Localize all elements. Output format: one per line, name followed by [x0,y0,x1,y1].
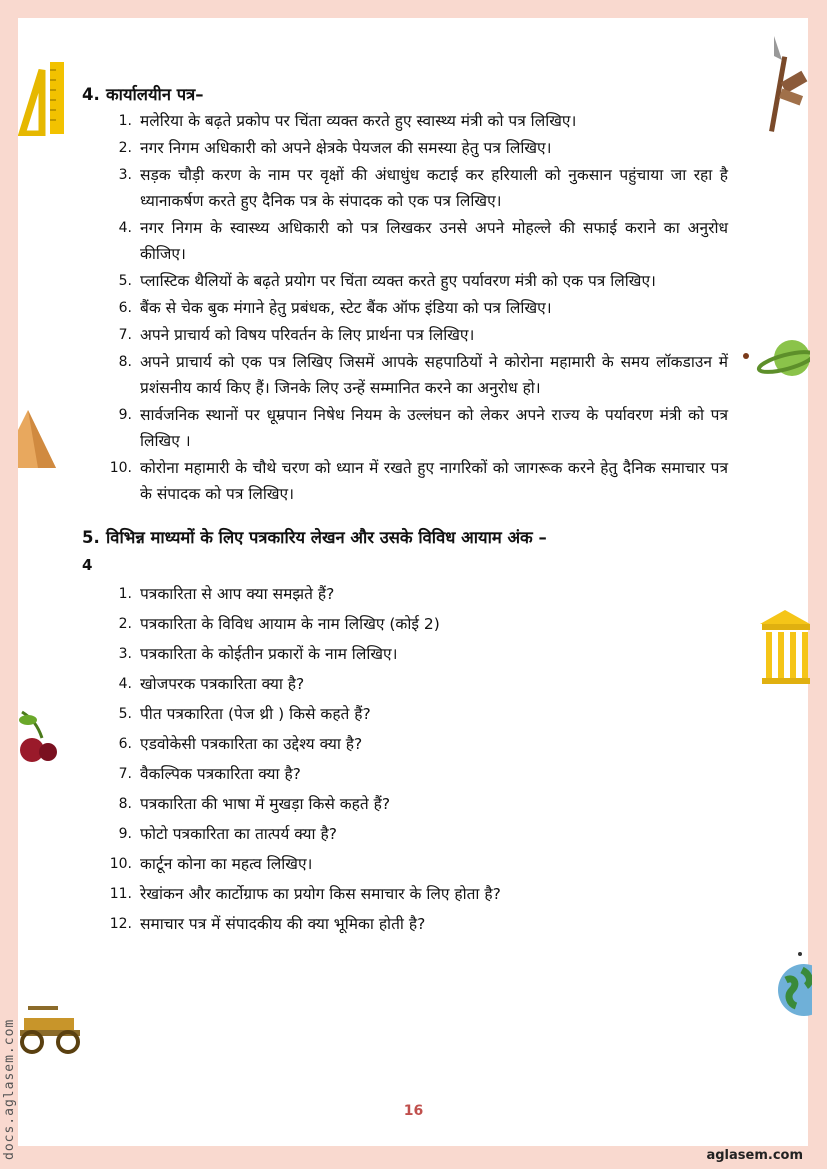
list-item: 9. सार्वजनिक स्थानों पर धूम्रपान निषेध नियम के उल्लंघन को लेकर अपने राज्य के पर्यावरण मंत्री को पत्र लिखिए । [118,406,728,450]
section-office-letters [82,82,728,507]
list-item: 8. पत्रकारिता की भाषा में मुखड़ा किसे कहते हैं? [118,795,391,813]
list-item: 5. प्लास्टिक थैलियों के बढ़ते प्रयोग पर चिंता व्यक्त करते हुए पर्यावरण मंत्री को एक पत्र लिखिए। [118,272,656,290]
planet-saturn-icon [742,334,810,384]
list-item: 9. फोटो पत्रकारिता का तात्पर्य क्या है? [118,825,337,843]
section-journalism-writing [82,525,728,939]
section-heading [82,525,728,551]
main-content [82,82,728,939]
list-item: 3. सड़क चौड़ी करण के नाम पर वृक्षों की अंधाधुंध कटाई कर हरियाली को नुकसान पहुंचाया जा रहा है ध्यानाकर्षण करते हुए दैनिक पत्र के संपादक को एक पत्र लिखिए। [118,166,728,210]
list-item: 12. समाचार पत्र में संपादकीय की क्या भूमिका होती है? [109,915,426,933]
section-title: विभिन्न माध्यमों के लिए पत्रकारिय लेखन और उसके विविध आयाम अंक – [106,528,547,547]
list-item: 2. नगर निगम अधिकारी को अपने क्षेत्रके पेयजल की समस्या हेतु पत्र लिखिए। [118,139,552,157]
list-item: 2. पत्रकारिता के विविध आयाम के नाम लिखिए (कोई 2) [118,615,440,633]
ruler-set-square-icon [18,60,66,136]
list-item: 4. नगर निगम के स्वास्थ्य अधिकारी को पत्र लिखकर उनसे अपने मोहल्ले की सफाई कराने का अनुरोध कीजिए। [118,219,728,263]
column-temple-icon [760,610,810,686]
pyramid-icon [18,410,58,470]
vintage-car-icon [18,1002,84,1056]
list-item: 10. कार्टून कोना का महत्व लिखिए। [109,855,313,873]
list-item: 11. रेखांकन और कार्टोग्राफ का प्रयोग किस समाचार के लिए होता है? [109,885,501,903]
watermark-text: docs.aglasem.com [2,1018,17,1160]
list-item: 10. कोरोना महामारी के चौथे चरण को ध्यान में रखते हुए नागरिकों को जागरूक करने हेतु दैनिक समाचार पत्र के संपादक को पत्र लिखिए। [109,459,728,503]
question-list [82,108,728,507]
stone-age-tools-icon [766,36,810,136]
brand-link[interactable]: aglasem.com [706,1148,803,1163]
cherries-icon [18,708,58,768]
list-item: 6. एडवोकेसी पत्रकारिता का उद्देश्य क्या है? [118,735,363,753]
list-item: 7. अपने प्राचार्य को विषय परिवर्तन के लिए प्रार्थना पत्र लिखिए। [118,326,475,344]
list-item: 1. मलेरिया के बढ़ते प्रकोप पर चिंता व्यक्त करते हुए स्वास्थ्य मंत्री को पत्र लिखिए। [118,112,577,130]
list-item: 1. पत्रकारिता से आप क्या समझते हैं? [118,585,335,603]
list-item: 8. अपने प्राचार्य को एक पत्र लिखिए जिसमें आपके सहपाठियों ने कोरोना महामारी के समय लॉकडाउन में प्रशंसनीय कार्य किए हैं। जिनके लिए उन्हें सम्मानित करने का अनुरोध हो। [118,353,728,397]
section-heading [82,82,728,108]
list-item: 6. बैंक से चेक बुक मंगाने हेतु प्रबंधक, स्टेट बैंक ऑफ इंडिया को पत्र लिखिए। [118,299,552,317]
globe-icon [776,950,812,1020]
section-title: कार्यालयीन पत्र– [106,85,204,104]
list-item: 7. वैकल्पिक पत्रकारिता क्या है? [118,765,301,783]
section-number: 4. [82,85,100,104]
list-item: 4. खोजपरक पत्रकारिता क्या है? [118,675,305,693]
list-item: 5. पीत पत्रकारिता (पेज थ्री ) किसे कहते हैं? [118,705,371,723]
question-list [82,579,728,939]
section-number: 5. [82,528,100,547]
list-item: 3. पत्रकारिता के कोईतीन प्रकारों के नाम लिखिए। [118,645,398,663]
page-number: 16 [403,1103,424,1119]
section-marks: 4 [82,556,93,574]
